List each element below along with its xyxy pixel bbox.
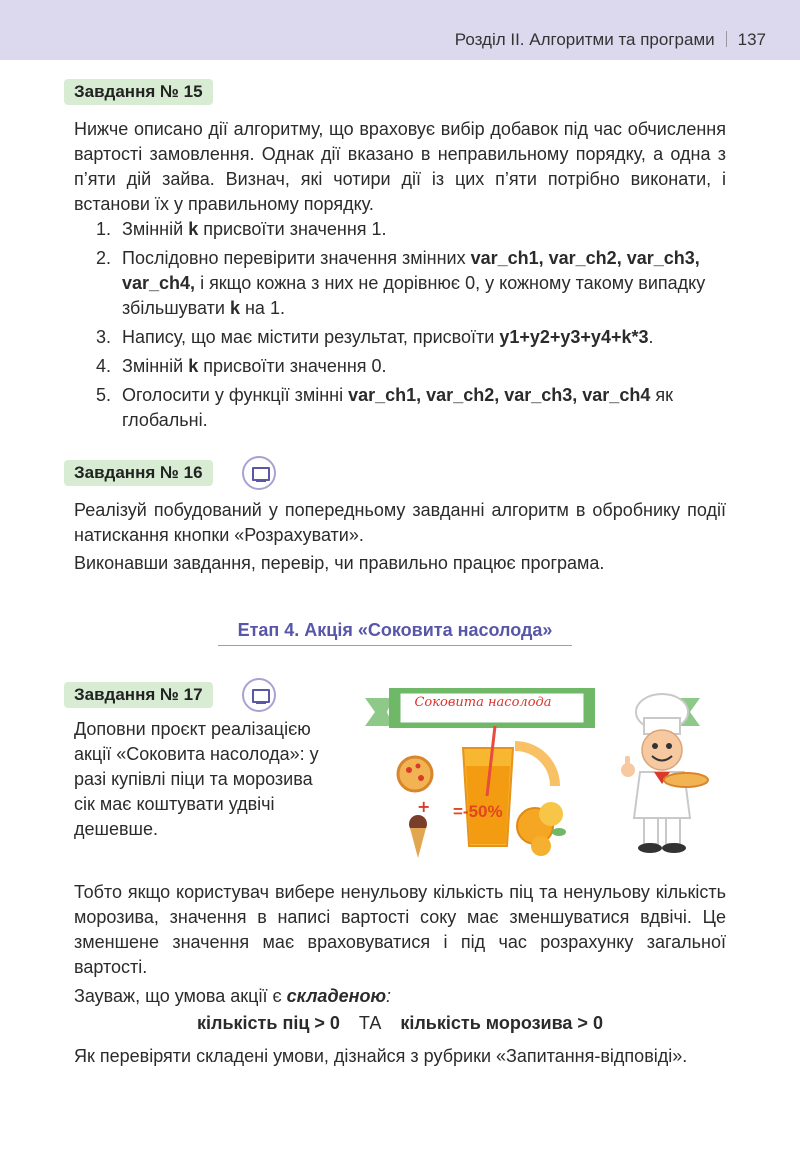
list-item: 5. Оголосити у функції змінні var_ch1, var_ch2, var_ch3, var_ch4 як глобальні. [96, 385, 673, 430]
task-17-side-text: Доповни проєкт реалізацією акції «Соковита насолода»: у разі купівлі піци та морозива сік має коштувати удвічі дешевше. [74, 719, 319, 839]
task-16-text-1: Реалізуй побудований у попередньому завданні алгоритм в обробнику події натискання кнопки «Розрахувати». [74, 500, 726, 545]
section-title: Розділ ІІ. Алгоритми та програми [454, 30, 715, 49]
list-item: 3. Напису, що має містити результат, присвоїти y1+y2+y3+y4+k*3. [96, 327, 654, 347]
list-item: 2. Послідовно перевірити значення змінних var_ch1, var_ch2, var_ch3, var_ch4, і якщо кожна з них не дорівнює 0, у кожному такому випадку збільшувати k на 1. [96, 248, 706, 318]
pizza [398, 757, 432, 791]
task-16-text-2: Виконавши завдання, перевір, чи правильно працює програма. [74, 553, 605, 573]
chef-graphic [610, 690, 710, 855]
task-17-text-2: Як перевіряти складені умови, дізнайся з рубрики «Запитання-відповіді». [74, 1046, 688, 1066]
ribbon-left-end [365, 698, 393, 726]
condition-formula [0, 1011, 800, 1036]
discount-label: =-50% [453, 802, 503, 821]
computer-icon [242, 456, 276, 490]
task-17-text-1: Тобто якщо користувач вибере ненульову кількість піц та ненульову кількість морозива, значення в написі вартості соку має зменшуватися вдвічі. Це зменшене значення має враховуватися і під час розрахунку загальної вартості. [74, 882, 726, 977]
formula-right: кількість морозива > 0 [400, 1013, 603, 1033]
task-15-badge: Завдання № 15 [64, 79, 213, 105]
stage-title: Етап 4. Акція «Соковита насолода» [218, 620, 572, 646]
task-15-intro: Нижче описано дії алгоритму, що враховує вибір добавок під час обчислення вартості замовлення. Однак дії вказано в неправильному порядку, а одна з п’яти дій зайва. Визнач, які чотири дії із цих п’яти потрібно виконати, і встанови їх у правильному порядку. [74, 119, 726, 214]
svg-text:+: + [417, 797, 431, 816]
page-number: 137 [737, 30, 766, 49]
computer-icon [242, 678, 276, 712]
chef-illustration [610, 690, 710, 855]
task-16-badge: Завдання № 16 [64, 460, 213, 486]
formula-operator: ТА [358, 1013, 382, 1033]
list-item: 1. Змінній k присвоїти значення 1. [96, 219, 387, 239]
task-17-badge: Завдання № 17 [64, 682, 213, 708]
promo-banner-text: Соковита насолода [414, 695, 552, 710]
header-divider [726, 31, 727, 47]
running-head [455, 30, 766, 50]
task-15-list [96, 217, 726, 437]
task-17-note: Зауваж, що умова акції є складеною: [74, 986, 392, 1006]
list-item: 4. Змінній k присвоїти значення 0. [96, 356, 387, 376]
page-header [0, 0, 800, 60]
formula-left: кількість піц > 0 [197, 1013, 340, 1033]
